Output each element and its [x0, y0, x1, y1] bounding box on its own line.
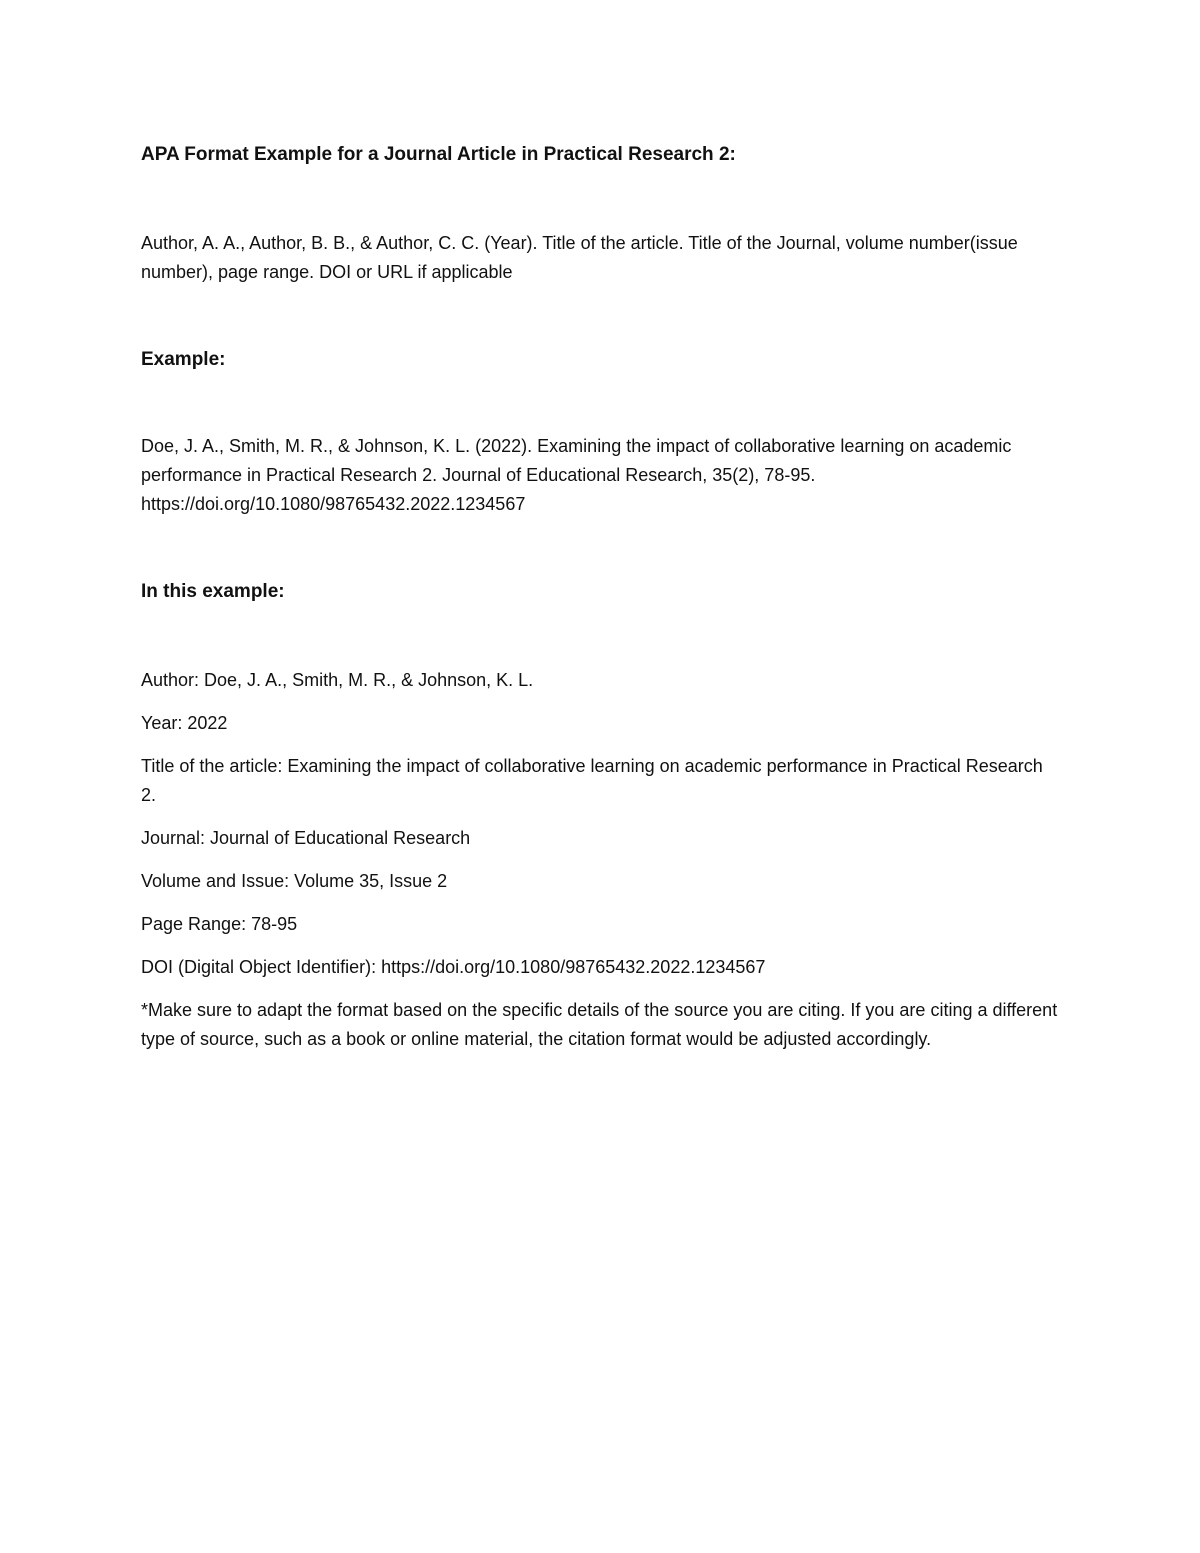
detail-doi: DOI (Digital Object Identifier): https://doi.org/10.1080/98765432.2022.1234567 — [141, 957, 766, 977]
detail-volume-issue: Volume and Issue: Volume 35, Issue 2 — [141, 871, 448, 891]
in-this-example-heading: In this example: — [141, 581, 285, 602]
document-title: APA Format Example for a Journal Article in Practical Research 2: — [141, 144, 736, 165]
example-citation: Doe, J. A., Smith, M. R., & Johnson, K. L. (2022). Examining the impact of collaborative learning on academic performance in Practical Research 2. Journal of Educational Research, 35(2), 78-95. https://doi.org/10.1080/98765432.2022.1234567 — [141, 436, 1012, 514]
format-template: Author, A. A., Author, B. B., & Author, C. C. (Year). Title of the article. Title of the Journal, volume number(issue number), page range. DOI or URL if applicable — [141, 233, 1018, 282]
detail-article-title: Title of the article: Examining the impact of collaborative learning on academic performance in Practical Research 2. — [141, 756, 1043, 805]
detail-journal: Journal: Journal of Educational Research — [141, 828, 471, 848]
detail-year: Year: 2022 — [141, 713, 228, 733]
detail-author: Author: Doe, J. A., Smith, M. R., & Johnson, K. L. — [141, 670, 534, 690]
detail-page-range: Page Range: 78-95 — [141, 914, 298, 934]
adaptation-note: *Make sure to adapt the format based on the specific details of the source you are citing. If you are citing a different type of source, such as a book or online material, the citation format would be adjusted accordingly. — [141, 1000, 1058, 1049]
example-heading: Example: — [141, 349, 226, 370]
document-body — [141, 140, 1061, 1054]
